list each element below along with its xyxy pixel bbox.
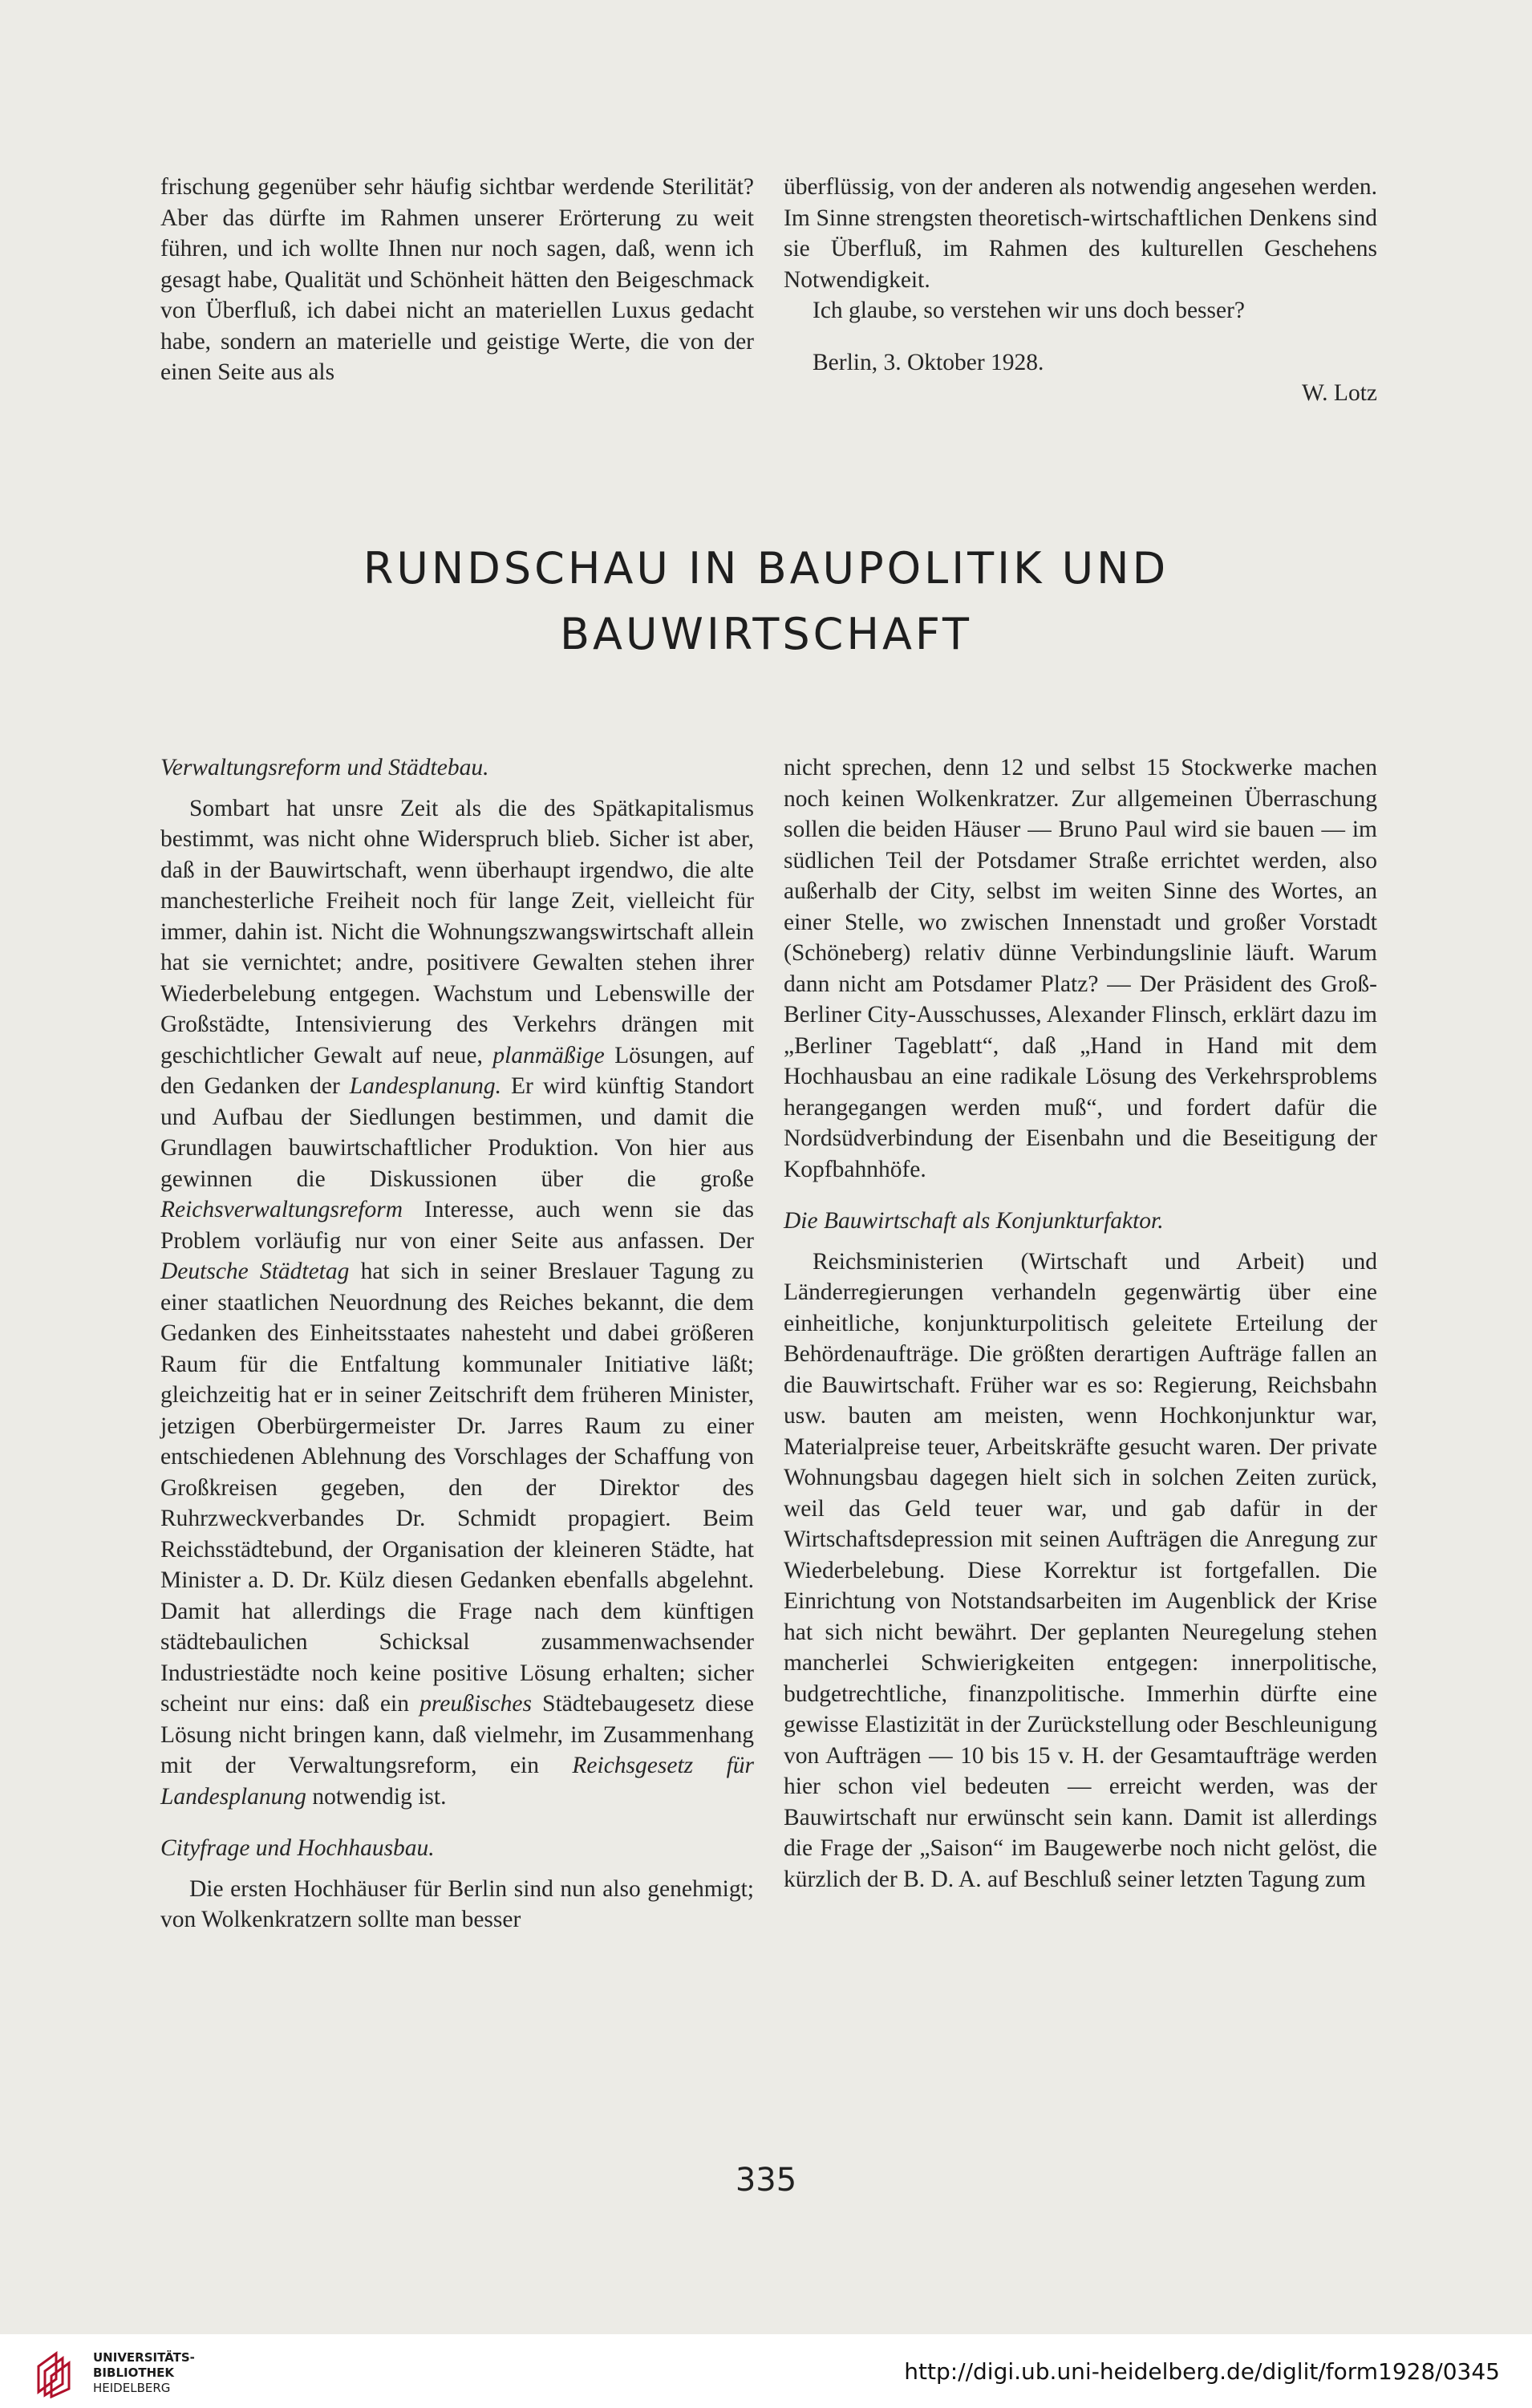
body-text: notwendig ist. bbox=[312, 1783, 447, 1810]
dateline: Berlin, 3. Oktober 1928. bbox=[813, 349, 1044, 375]
prev-article-left-column bbox=[160, 172, 754, 388]
emphasis: Deutsche Städtetag bbox=[160, 1259, 350, 1284]
body-text: Lösungen, auf den Gedanken der bbox=[160, 1042, 755, 1099]
body-paragraph: Die ersten Hochhäuser für Berlin sind nun also genehmigt; von Wolkenkratzern sollte man besser bbox=[160, 1875, 754, 1932]
body-text: Interesse, auch wenn sie das Problem vorläufig nur von einer Seite aus anfassen. Der bbox=[160, 1197, 754, 1254]
body-text: Sombart hat unsre Zeit als die des Spätkapitalismus bestimmt, was nicht ohne Widerspruch blieb. Sicher ist aber, daß in der Bauwirtschaft, wenn überhaupt irgendwo, die alte manchesterliche Freiheit noch für lange Zeit, vielleicht für immer, dahin ist. Nicht die Wohnungszwangswirtschaft allein hat sie vernichtet; andre, positivere Gewalten stehen ihrer Wiederbelebung entgegen. Wachstum und Lebenswille der Großstädte, Intensivierung des Verkehrs drängen mit geschichtlicher Gewalt auf neue, bbox=[160, 795, 754, 1068]
library-name-line: BIBLIOTHEK bbox=[93, 2365, 174, 2380]
library-logo-icon bbox=[32, 2349, 82, 2398]
source-url-link[interactable]: http://digi.ub.uni-heidelberg.de/diglit/form1928/0345 bbox=[904, 2358, 1500, 2385]
subsection-title: Verwaltungsreform und Städtebau. bbox=[160, 755, 489, 780]
library-name bbox=[93, 2350, 195, 2396]
body-text: hat sich in seiner Breslauer Tagung zu einer staatlichen Neuordnung des Reiches bekannt, die dem Gedanken des Einheitsstaates nahesteht und dabei größeren Raum für die Entfaltung kommunaler Initiative läßt; gleichzeitig hat er in seiner Zeitschrift dem früheren Minister, jetzigen Oberbürgermeister Dr. Jarres Raum zu einer entschiedenen Ablehnung des Vorschlages der Schaffung von Großkreisen gegeben, den der Direktor des Ruhrzweckverbandes Dr. Schmidt propagiert. Beim Reichsstädtebund, der Organisation der kleineren Städte, hat Minister a. D. Dr. Külz diesen Gedanken ebenfalls abgelehnt. Damit hat allerdings die Frage nach dem künftigen städtebaulichen Schicksal zusammenwachsender Industriestädte noch keine positive Lösung erhalten; sicher scheint nur eins: daß ein bbox=[160, 1259, 754, 1717]
emphasis: Reichsverwaltungsreform bbox=[160, 1197, 403, 1222]
main-left-column bbox=[160, 752, 754, 1936]
subsection-title: Die Bauwirtschaft als Konjunkturfaktor. bbox=[784, 1208, 1164, 1234]
page-number: 335 bbox=[735, 2162, 797, 2199]
body-text: Städtebaugesetz diese Lösung nicht bringen kann, daß vielmehr, im Zusammenhang mit der Verwaltungsreform, ein bbox=[160, 1691, 755, 1778]
emphasis: Landesplanung. bbox=[349, 1073, 502, 1099]
body-paragraph bbox=[160, 793, 754, 1813]
body-paragraph: Reichsministerien (Wirtschaft und Arbeit) und Länderregierungen verhandeln gegenwärtig über eine einheitliche, konjunkturpolitisch geleitete Erteilung der Behördenaufträge. Die größten derartigen Aufträge fallen an die Bauwirtschaft. Früher war es so: Regierung, Reichsbahn usw. bauten am meisten, wenn Hochkonjunktur war, Materialpreise teuer, Arbeitskräfte gesucht waren. Der private Wohnungsbau dagegen hielt sich in solchen Zeiten zurück, weil das Geld teuer war, und gab dafür in der Wirtschaftsdepression mit seinen Aufträgen die Anregung zur Wiederbelebung. Diese Korrektur ist fortgefallen. Die Einrichtung von Notstandsarbeiten im Augenblick der Krise hat sich nicht bewährt. Der geplanten Neuregelung stehen mancherlei Schwierigkeiten entgegen: innerpolitische, budgetrechtliche, finanzpolitische. Immerhin dürfte eine gewisse Elastizität in der Zurückstellung oder Beschleunigung von Aufträgen — 10 bis 15 v. H. der Gesamtaufträge werden hier schon viel bedeuten — erreicht werden, was der Bauwirtschaft nur erwünscht sein kann. Damit ist allerdings die Frage der „Saison“ im Baugewerbe noch nicht gelöst, die kürzlich der B. D. A. auf Beschluß seiner letzten Tagung zum bbox=[784, 1248, 1377, 1892]
body-text: Er wird künftig Standort und Aufbau der Siedlungen bestimmen, und damit die Grundlagen bauwirtschaftlicher Produktion. Von hier aus gewinnen die Diskussionen über die große bbox=[160, 1073, 754, 1192]
emphasis: Reichsgesetz für Landesplanung bbox=[160, 1753, 755, 1810]
body-paragraph: nicht sprechen, denn 12 und selbst 15 Stockwerke machen noch keinen Wolkenkratzer. Zur allgemeinen Überraschung sollen die beiden Häuser — Bruno Paul wird sie bauen — im südlichen Teil der Potsdamer Straße errichtet werden, also außerhalb der City, selbst im weiten Sinne des Wortes, an einer Stelle, wo zwischen Innenstadt und großer Vorstadt (Schöneberg) relativ dünne Verbindungslinie läuft. Warum dann nicht am Potsdamer Platz? — Der Präsident des Groß-Berliner City-Ausschusses, Alexander Flinsch, erklärt dazu im „Berliner Tageblatt“, daß „Hand in Hand mit dem Hochhausbau an eine radikale Lösung des Verkehrsproblems herangegangen werden muß“, und fordert dafür die Nordsüdverbindung der Eisenbahn und die Beseitigung der Kopfbahnhöfe. bbox=[784, 755, 1377, 1182]
emphasis: preußisches bbox=[419, 1691, 532, 1717]
author-signature: W. Lotz bbox=[1302, 380, 1377, 406]
footer-bar bbox=[0, 2334, 1532, 2408]
headline-line: RUNDSCHAU IN BAUPOLITIK UND bbox=[363, 543, 1169, 594]
subsection-title: Cityfrage und Hochhausbau. bbox=[160, 1835, 435, 1861]
prev-article-right-column bbox=[784, 172, 1377, 409]
section-headline bbox=[0, 536, 1532, 667]
emphasis: planmäßige bbox=[492, 1042, 605, 1068]
library-name-line: UNIVERSITÄTS- bbox=[93, 2350, 195, 2365]
headline-line: BAUWIRTSCHAFT bbox=[559, 609, 973, 659]
prev-article-paragraph: überflüssig, von der anderen als notwendig angesehen werden. Im Sinne strengsten theoretisch-wirtschaftlichen Denkens sind sie Überfluß, im Rahmen des kulturellen Geschehens Notwendigkeit. bbox=[784, 174, 1377, 293]
prev-article-paragraph: Ich glaube, so verstehen wir uns doch besser? bbox=[813, 298, 1246, 323]
prev-article-paragraph: frischung gegenüber sehr häufig sichtbar werdende Sterilität? Aber das dürfte im Rahmen unserer Erörterung zu weit führen, und ich wollte Ihnen nur noch sagen, daß, wenn ich gesagt habe, Qualität und Schönheit hätten den Beigeschmack von Überfluß, ich dabei nicht an materiellen Luxus gedacht habe, sondern an materielle und geistige Werte, die von der einen Seite aus als bbox=[160, 174, 754, 385]
main-right-column bbox=[784, 752, 1377, 1895]
library-name-line: HEIDELBERG bbox=[93, 2381, 171, 2395]
